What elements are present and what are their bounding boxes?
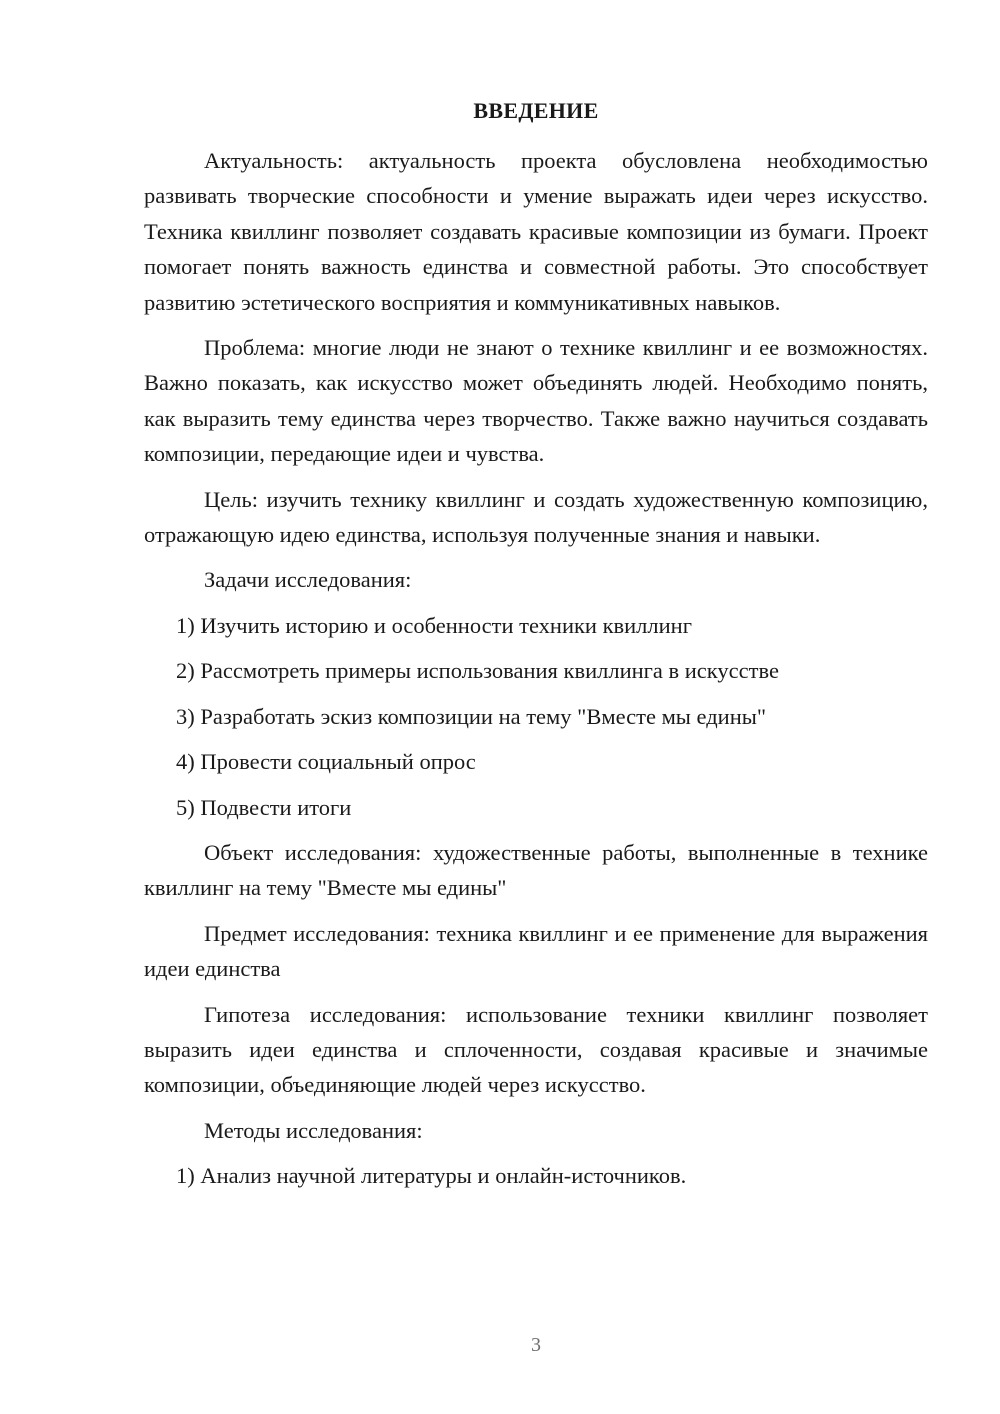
list-item-task-3: 3) Разработать эскиз композиции на тему "Вместе мы едины" — [176, 703, 767, 729]
paragraph-tasks-heading: Задачи исследования: — [204, 567, 412, 593]
paragraph-problem: Проблема: многие люди не знают о технике квиллинг и ее возможностях. Важно показать, как искусство может объединять людей. Необходимо понять, как выразить тему единства через творчество. Также важно научиться создавать композиции, передающие идеи и чувства. — [144, 335, 928, 467]
list-item-task-5: 5) Подвести итоги — [176, 794, 352, 820]
paragraph-relevance: Актуальность: актуальность проекта обусловлена необходимостью развивать творческие способности и умение выражать идеи через искусство. Техника квиллинг позволяет создавать красивые композиции из бумаги. Проект помогает понять важность единства и совместной работы. Это способствует развитию эстетического восприятия и коммуникативных навыков. — [144, 148, 928, 315]
document-body — [144, 143, 928, 1204]
page-number: 3 — [531, 1334, 541, 1356]
list-item-task-2: 2) Рассмотреть примеры использования квиллинга в искусстве — [176, 658, 779, 684]
paragraph-object: Объект исследования: художественные работы, выполненные в технике квиллинг на тему "Вместе мы едины" — [144, 839, 928, 901]
paragraph-methods-heading: Методы исследования: — [204, 1117, 423, 1143]
paragraph-hypothesis: Гипотеза исследования: использование техники квиллинг позволяет выразить идеи единства и сплоченности, создавая красивые и значимые композиции, объединяющие людей через искусство. — [144, 1001, 928, 1098]
list-item-task-4: 4) Провести социальный опрос — [176, 749, 476, 775]
page-title: ВВЕДЕНИЕ — [473, 98, 599, 123]
paragraph-goal: Цель: изучить технику квиллинг и создать художественную композицию, отражающую идею единства, используя полученные знания и навыки. — [144, 486, 928, 548]
list-item-task-1: 1) Изучить историю и особенности техники квиллинг — [176, 612, 692, 638]
list-item-method-1: 1) Анализ научной литературы и онлайн-источников. — [176, 1163, 687, 1189]
paragraph-subject: Предмет исследования: техника квиллинг и ее применение для выражения идеи единства — [144, 920, 928, 982]
